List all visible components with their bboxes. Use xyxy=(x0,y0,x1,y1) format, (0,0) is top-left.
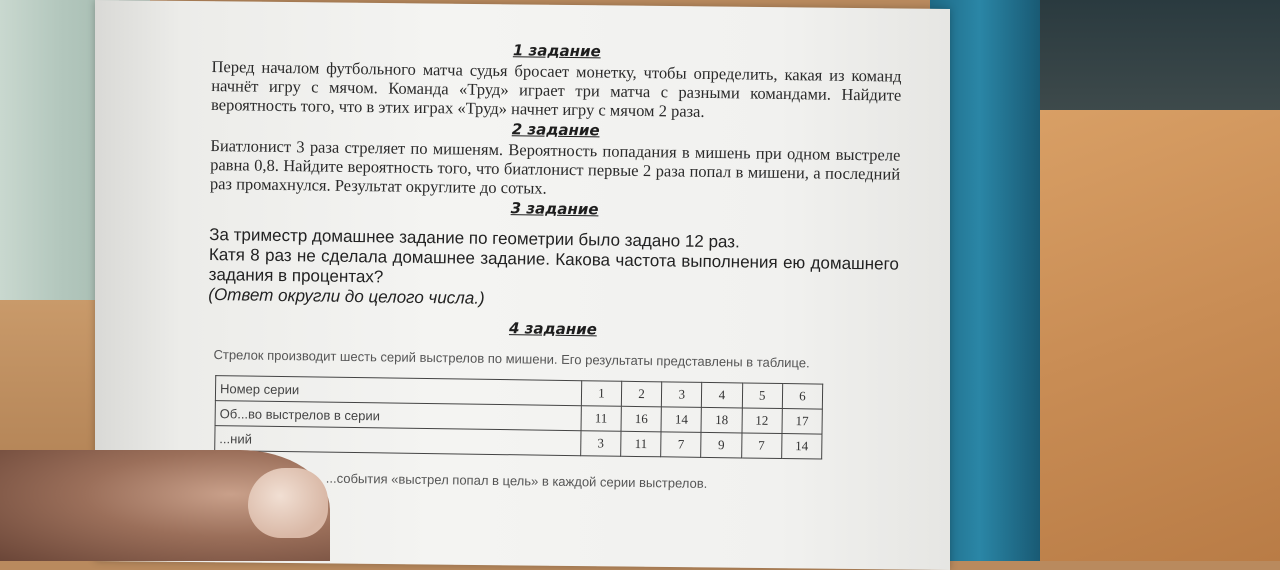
task3-heading: 3 задание xyxy=(510,199,599,219)
table-cell: 11 xyxy=(581,406,622,432)
task2-heading: 2 задание xyxy=(511,120,600,140)
table-cell-label: Об...во выстрелов в серии xyxy=(215,401,581,431)
task3-line1: За триместр домашнее задание по геометрии было задано 12 раз. xyxy=(209,224,740,252)
table-cell: 16 xyxy=(621,406,662,432)
thumb-nail xyxy=(248,468,328,538)
table-cell: 1 xyxy=(581,381,622,407)
table-cell: 2 xyxy=(621,381,662,407)
table-cell: 7 xyxy=(661,432,702,458)
table-cell: 7 xyxy=(741,433,782,459)
task1-heading: 1 задание xyxy=(512,41,601,61)
background-shadow-right xyxy=(1000,0,1280,120)
table-cell: 6 xyxy=(782,383,823,409)
task3-note: (Ответ округли до целого числа.) xyxy=(208,284,485,308)
table-cell: 14 xyxy=(661,407,702,433)
task4-bottom-text: ...события «выстрел попал в цель» в каждой серии выстрелов. xyxy=(325,470,708,491)
table-cell: 12 xyxy=(742,408,783,434)
table-cell: 5 xyxy=(742,383,783,409)
table-cell: 17 xyxy=(782,408,823,434)
task4-intro: Стрелок производит шесть серий выстрелов по мишени. Его результаты представлены в таблице. xyxy=(213,347,810,371)
table-cell: 14 xyxy=(781,433,822,459)
table-cell: 3 xyxy=(580,431,621,457)
task4-heading: 4 задание xyxy=(508,319,597,339)
background-desk-right xyxy=(1000,110,1280,561)
worksheet-content xyxy=(206,35,902,494)
task1-text: Перед началом футбольного матча судья бросает монетку, чтобы определить, какая из команд начнёт игру с мячом. Команда «Труд» играет три матча с разными командами. Найдите вероятность того, что в этих играх «Труд» начнет игру с мячом 2 раза. xyxy=(210,56,902,121)
results-table xyxy=(214,375,823,459)
table-cell: 3 xyxy=(662,382,703,408)
table-cell: 11 xyxy=(621,431,662,457)
table-cell: 18 xyxy=(701,407,742,433)
task3-line2: Катя 8 раз не сделала домашнее задание. Какова частота выполнения ею домашнего задания в процентах? xyxy=(208,244,900,287)
task2-text: Биатлонист 3 раза стреляет по мишеням. Вероятность попадания в мишень при одном выстреле равна 0,8. Найдите вероятность того, что биатлонист первые 2 раза попал в мишени, а последний раз промахнулся. Результат округлите до сотых. xyxy=(209,135,901,198)
table-cell: 9 xyxy=(701,432,742,458)
table-cell-label: Номер серии xyxy=(215,376,581,406)
table-cell: 4 xyxy=(702,382,743,408)
table-cell-label: ...ний xyxy=(215,426,581,456)
